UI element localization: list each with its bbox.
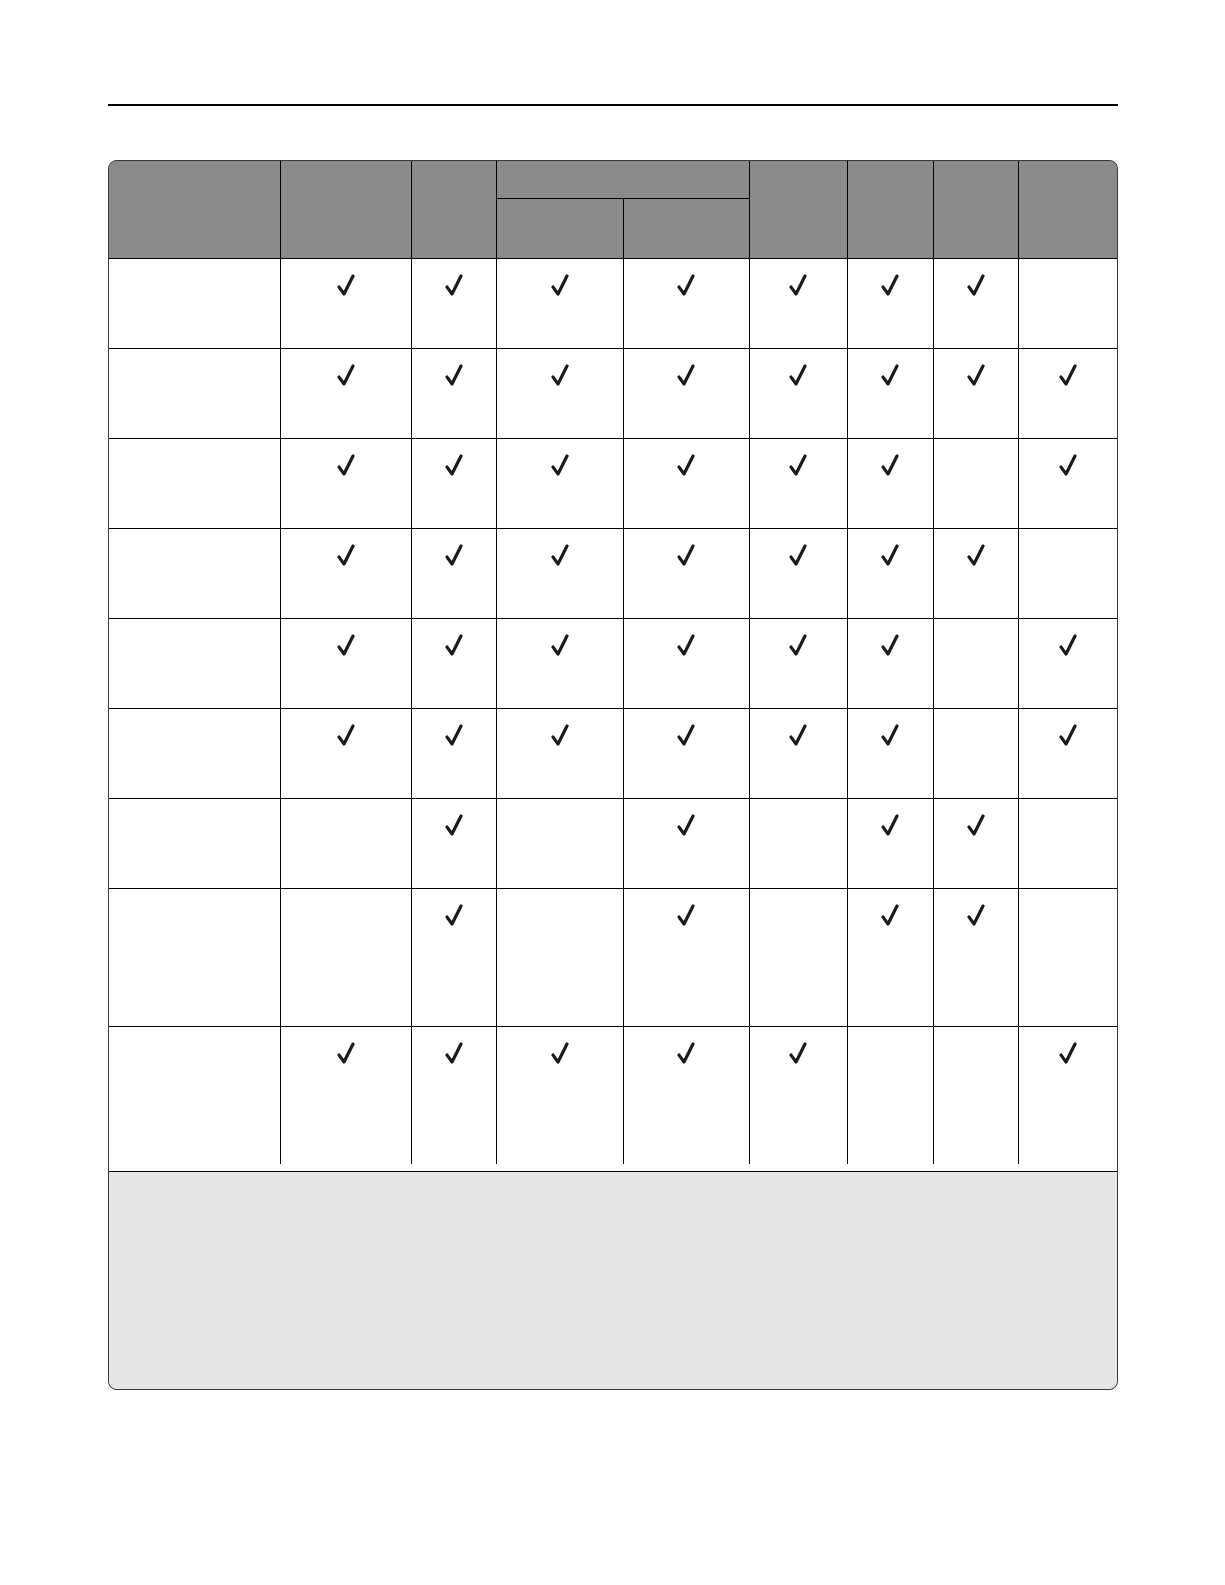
check-icon [1058, 724, 1078, 746]
table-cell [623, 619, 749, 709]
check-icon [1058, 634, 1078, 656]
table-footnote [109, 1171, 1117, 1390]
check-icon [444, 814, 464, 836]
table-cell [933, 799, 1018, 889]
row-label [109, 529, 280, 619]
table-cell [623, 529, 749, 619]
check-icon [444, 634, 464, 656]
table-cell [623, 889, 749, 1027]
check-icon [444, 544, 464, 566]
table-cell [847, 349, 933, 439]
table-cell [1018, 1027, 1117, 1165]
table-cell [1018, 799, 1117, 889]
table-row [109, 709, 1117, 799]
table-body [109, 259, 1117, 1165]
paper-support-table [108, 160, 1118, 1390]
table-cell [411, 259, 496, 349]
table-row [109, 259, 1117, 349]
check-icon [880, 814, 900, 836]
table-cell [280, 889, 411, 1027]
column-header-7 [933, 161, 1018, 259]
check-icon [676, 544, 696, 566]
row-label [109, 259, 280, 349]
table-row [109, 1027, 1117, 1165]
table-cell [749, 259, 847, 349]
check-icon [444, 724, 464, 746]
check-icon [788, 274, 808, 296]
column-header-6 [847, 161, 933, 259]
table-row [109, 889, 1117, 1027]
table-cell [847, 259, 933, 349]
footnote-text [109, 1172, 1117, 1204]
check-icon [788, 634, 808, 656]
check-icon [880, 724, 900, 746]
check-icon [966, 274, 986, 296]
check-icon [676, 904, 696, 926]
check-icon [880, 454, 900, 476]
check-icon [676, 274, 696, 296]
table-cell [749, 889, 847, 1027]
row-label [109, 349, 280, 439]
check-icon [444, 1042, 464, 1064]
table-row [109, 529, 1117, 619]
table-cell [749, 1027, 847, 1165]
table-cell [411, 619, 496, 709]
table-cell [847, 1027, 933, 1165]
table-cell [847, 619, 933, 709]
table-cell [280, 799, 411, 889]
column-header-1 [280, 161, 411, 259]
check-icon [550, 634, 570, 656]
table-cell [847, 529, 933, 619]
column-subheader-3 [496, 199, 623, 259]
table-cell [411, 709, 496, 799]
check-icon [966, 904, 986, 926]
check-icon [444, 904, 464, 926]
table-cell [411, 799, 496, 889]
table-cell [623, 439, 749, 529]
table-cell [749, 439, 847, 529]
table-cell [623, 259, 749, 349]
check-icon [336, 454, 356, 476]
table-cell [623, 1027, 749, 1165]
table-cell [1018, 439, 1117, 529]
check-icon [788, 724, 808, 746]
row-label [109, 1027, 280, 1165]
table-cell [496, 799, 623, 889]
check-icon [444, 454, 464, 476]
check-icon [336, 724, 356, 746]
check-icon [880, 544, 900, 566]
check-icon [788, 1042, 808, 1064]
check-icon [676, 634, 696, 656]
table-cell [749, 529, 847, 619]
check-icon [880, 634, 900, 656]
column-header-8 [1018, 161, 1117, 259]
table-cell [496, 619, 623, 709]
check-icon [444, 274, 464, 296]
check-icon [550, 1042, 570, 1064]
table-row [109, 619, 1117, 709]
header-rule [108, 104, 1118, 106]
check-icon [336, 364, 356, 386]
table-cell [749, 799, 847, 889]
table-row [109, 349, 1117, 439]
check-icon [550, 724, 570, 746]
table-cell [847, 709, 933, 799]
table-cell [1018, 889, 1117, 1027]
table-cell [749, 349, 847, 439]
table-row [109, 439, 1117, 529]
column-header-paper-type [109, 161, 280, 259]
row-label [109, 799, 280, 889]
table-cell [933, 259, 1018, 349]
table-cell [496, 349, 623, 439]
table-cell [496, 529, 623, 619]
check-icon [676, 724, 696, 746]
table-cell [411, 439, 496, 529]
table-cell [411, 1027, 496, 1165]
table-cell [280, 529, 411, 619]
table-cell [280, 259, 411, 349]
check-icon [676, 1042, 696, 1064]
table-cell [847, 799, 933, 889]
table-cell [411, 349, 496, 439]
check-icon [880, 904, 900, 926]
column-header-5 [749, 161, 847, 259]
row-label [109, 439, 280, 529]
check-icon [676, 364, 696, 386]
table-cell [933, 349, 1018, 439]
row-label [109, 889, 280, 1027]
check-icon [788, 454, 808, 476]
table-cell [1018, 529, 1117, 619]
column-subheader-4 [623, 199, 749, 259]
check-icon [336, 544, 356, 566]
table-cell [496, 889, 623, 1027]
check-icon [336, 634, 356, 656]
table-cell [933, 1027, 1018, 1165]
table-cell [623, 709, 749, 799]
table-cell [749, 709, 847, 799]
table-cell [933, 889, 1018, 1027]
table-cell [411, 889, 496, 1027]
table-cell [280, 1027, 411, 1165]
table-cell [933, 709, 1018, 799]
table-cell [496, 709, 623, 799]
table-cell [623, 799, 749, 889]
table-row [109, 799, 1117, 889]
column-group-header [496, 161, 749, 199]
check-icon [676, 814, 696, 836]
check-icon [880, 274, 900, 296]
table-cell [280, 439, 411, 529]
check-icon [788, 544, 808, 566]
table-cell [496, 259, 623, 349]
check-icon [1058, 1042, 1078, 1064]
check-icon [1058, 364, 1078, 386]
check-icon [966, 364, 986, 386]
check-icon [966, 814, 986, 836]
table-cell [1018, 349, 1117, 439]
table-cell [280, 619, 411, 709]
check-icon [336, 274, 356, 296]
check-icon [550, 364, 570, 386]
check-icon [676, 454, 696, 476]
row-label [109, 709, 280, 799]
table-cell [933, 439, 1018, 529]
support-matrix [109, 161, 1117, 1164]
table-cell [933, 619, 1018, 709]
table-cell [847, 889, 933, 1027]
table-cell [280, 349, 411, 439]
check-icon [550, 274, 570, 296]
column-header-2 [411, 161, 496, 259]
table-cell [933, 529, 1018, 619]
table-cell [847, 439, 933, 529]
check-icon [550, 544, 570, 566]
table-cell [411, 529, 496, 619]
check-icon [788, 364, 808, 386]
table-cell [496, 439, 623, 529]
check-icon [1058, 454, 1078, 476]
row-label [109, 619, 280, 709]
table-cell [749, 619, 847, 709]
table-header [109, 161, 1117, 259]
table-cell [1018, 259, 1117, 349]
table-cell [1018, 709, 1117, 799]
table-cell [496, 1027, 623, 1165]
table-cell [280, 709, 411, 799]
check-icon [880, 364, 900, 386]
table-cell [1018, 619, 1117, 709]
table-cell [623, 349, 749, 439]
check-icon [336, 1042, 356, 1064]
check-icon [966, 544, 986, 566]
check-icon [550, 454, 570, 476]
check-icon [444, 364, 464, 386]
